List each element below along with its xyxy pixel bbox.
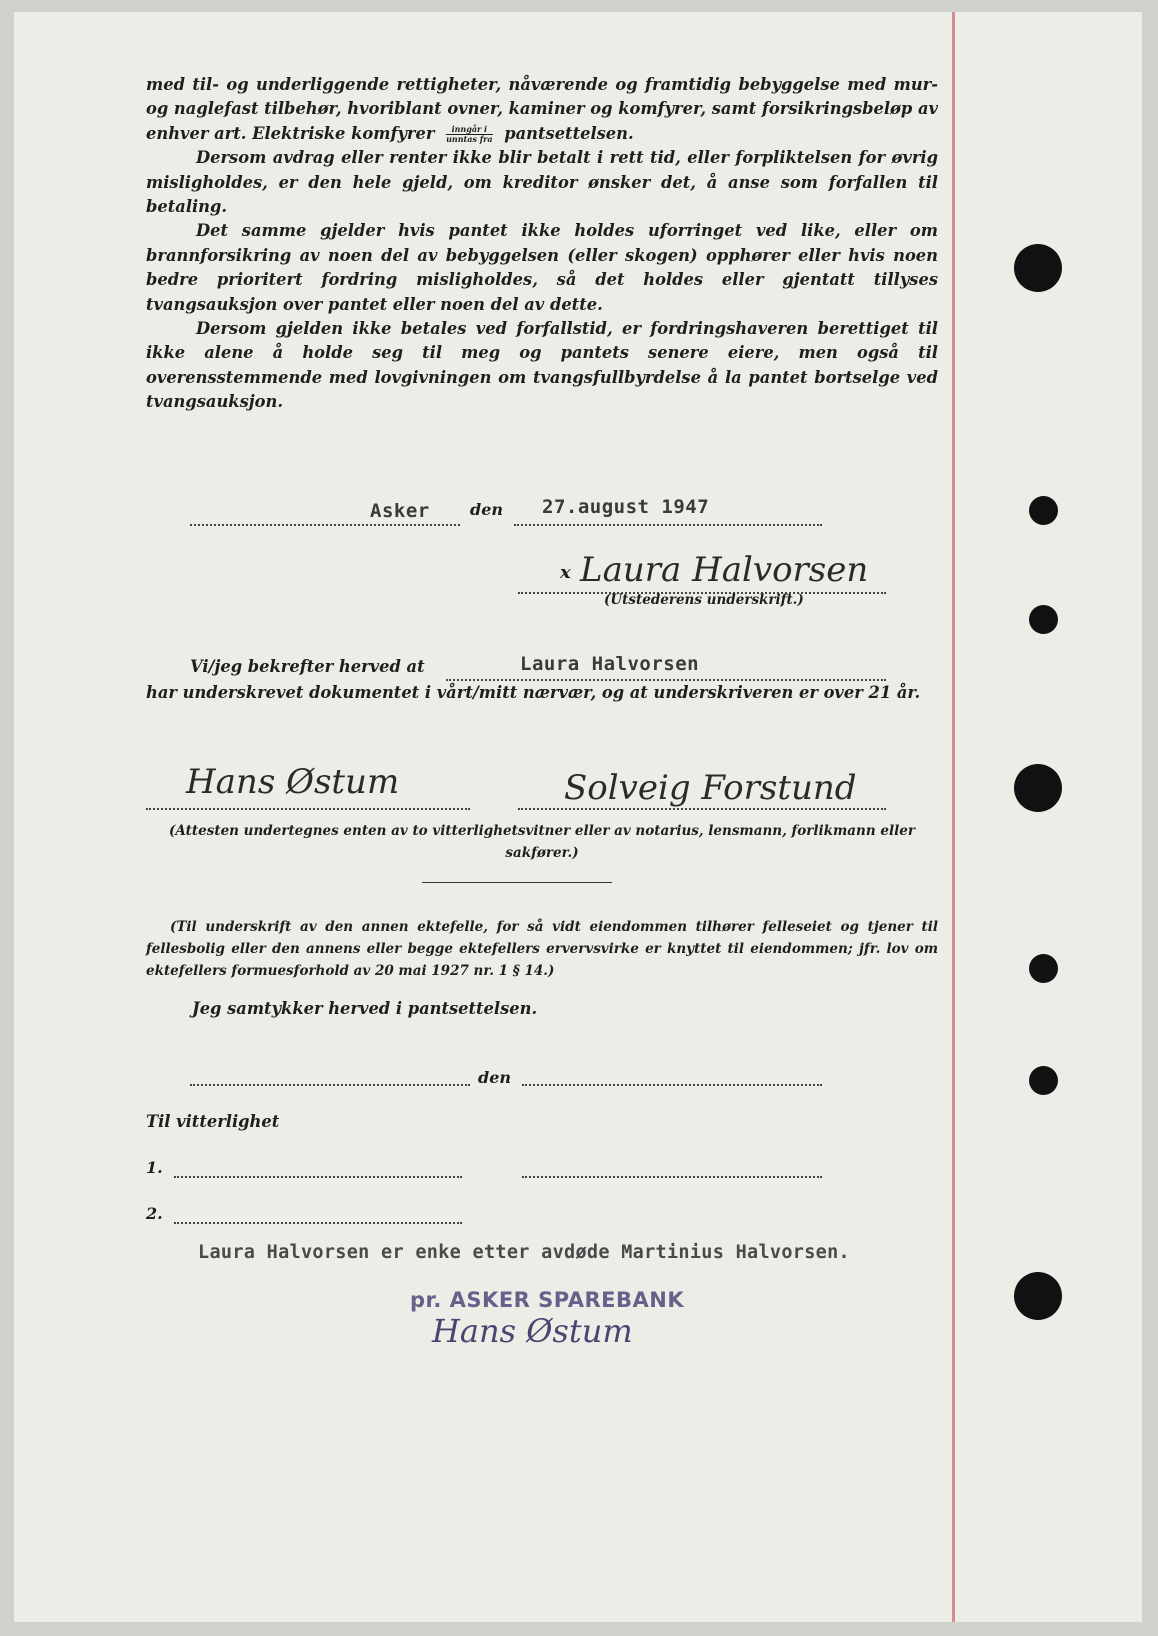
place-value: Asker [370, 500, 430, 522]
issuer-caption: (Utstederens underskrift.) [604, 592, 804, 608]
bank-signature: Hans Østum [432, 1312, 633, 1350]
consent-den-label: den [478, 1068, 511, 1087]
confirmation-lead: Vi/jeg bekrefter herved at [190, 657, 425, 676]
paragraph-default: Dersom avdrag eller renter ikke blir betalt i rett tid, eller forpliktelsen for øvrig misligholdes, er den hele gjeld, om kreditor ønsker det, å anse som forfallen til betaling. [146, 148, 938, 217]
witness-line-1a [174, 1176, 462, 1178]
confirmation-name: Laura Halvorsen [520, 653, 700, 675]
paragraph-enforcement: Dersom gjelden ikke betales ved forfallstid, er fordringshaveren berettiget til ikke alene å holde seg til meg og pantets senere eiere, men også til overensstemmende med lovgivningen om tvangsfullbyrdelse å la pantet bortselge ved tvangsauksjon. [146, 319, 938, 412]
punch-hole [1014, 244, 1062, 292]
paragraph-maintenance: Det samme gjelder hvis pantet ikke holdes uforringet ved like, eller om brannforsikring av noen del av bebyggelsen (eller skogen) opphører eller hvis noen bedre prioritert fordring misligholdes, så det holdes eller gjentatt tillyses tvangsauksjon over pantet eller noen del av dette. [146, 221, 938, 314]
witness-dotted-line-1 [146, 808, 470, 810]
punch-hole [1014, 764, 1062, 812]
punch-hole [1029, 496, 1058, 525]
witness-dotted-line-2 [518, 808, 886, 810]
punch-hole [1029, 1066, 1058, 1095]
consent-text: Jeg samtykker herved i pantsettelsen. [192, 999, 538, 1018]
margin-line [952, 12, 955, 1622]
punch-hole [1014, 1272, 1062, 1320]
fraction-top: inngår i [446, 125, 492, 135]
paragraph-rights-text: med til- og underliggende rettigheter, nåværende og framtidig bebyggelse med mur- og naglefast tilbehør, hvoriblant ovner, kaminer og komfyrer, samt forsikringsbeløp av enhver art. Elektriske komfyrer [146, 75, 938, 143]
witness-line-number-2: 2. [146, 1204, 163, 1223]
til-vitterlighet-label: Til vitterlighet [146, 1112, 280, 1131]
paragraph-rights-end: pantsettelsen. [504, 123, 634, 143]
witness-note: (Attesten undertegnes enten av to vitterlighetsvitner eller av notarius, lensmann, forlikmann eller sakfører.) [169, 823, 915, 861]
separator-rule [422, 882, 612, 883]
spouse-note: (Til underskrift av den annen ektefelle, for så vidt eiendommen tilhører felleseiet og tjener til fellesbolig eller den annens eller begge ektefellers ervervsvirke er knyttet til eiendommen; jfr. lov om ektefellers formuesforhold av 20 mai 1927 nr. 1 § 14.) [146, 919, 938, 979]
document-page [14, 12, 1142, 1622]
consent-place-dotted-line [190, 1084, 470, 1086]
typed-widow-note: Laura Halvorsen er enke etter avdøde Martinius Halvorsen. [198, 1242, 850, 1263]
witness-line-2a [174, 1222, 462, 1224]
date-dotted-line [514, 524, 822, 526]
witness-line-1b [522, 1176, 822, 1178]
witness-line-number-1: 1. [146, 1158, 163, 1177]
paragraph-rights [146, 73, 938, 146]
consent-date-dotted-line [522, 1084, 822, 1086]
included-excluded-fraction [446, 125, 492, 144]
witness-signature-2: Solveig Forstund [564, 768, 857, 808]
signature-mark: x [560, 562, 571, 583]
punch-hole [1029, 954, 1058, 983]
date-value: 27.august 1947 [542, 496, 710, 518]
punch-hole [1029, 605, 1058, 634]
witness-signature-1: Hans Østum [186, 762, 400, 802]
bank-stamp: pr. ASKER SPAREBANK [410, 1288, 685, 1312]
issuer-signature: Laura Halvorsen [580, 550, 869, 590]
den-label: den [470, 500, 503, 519]
confirmation-text: har underskrevet dokumentet i vårt/mitt nærvær, og at underskriveren er over 21 år. [146, 683, 921, 702]
fraction-bottom: unntas fra [446, 133, 493, 144]
place-dotted-line [190, 524, 460, 526]
legal-text [146, 73, 938, 415]
